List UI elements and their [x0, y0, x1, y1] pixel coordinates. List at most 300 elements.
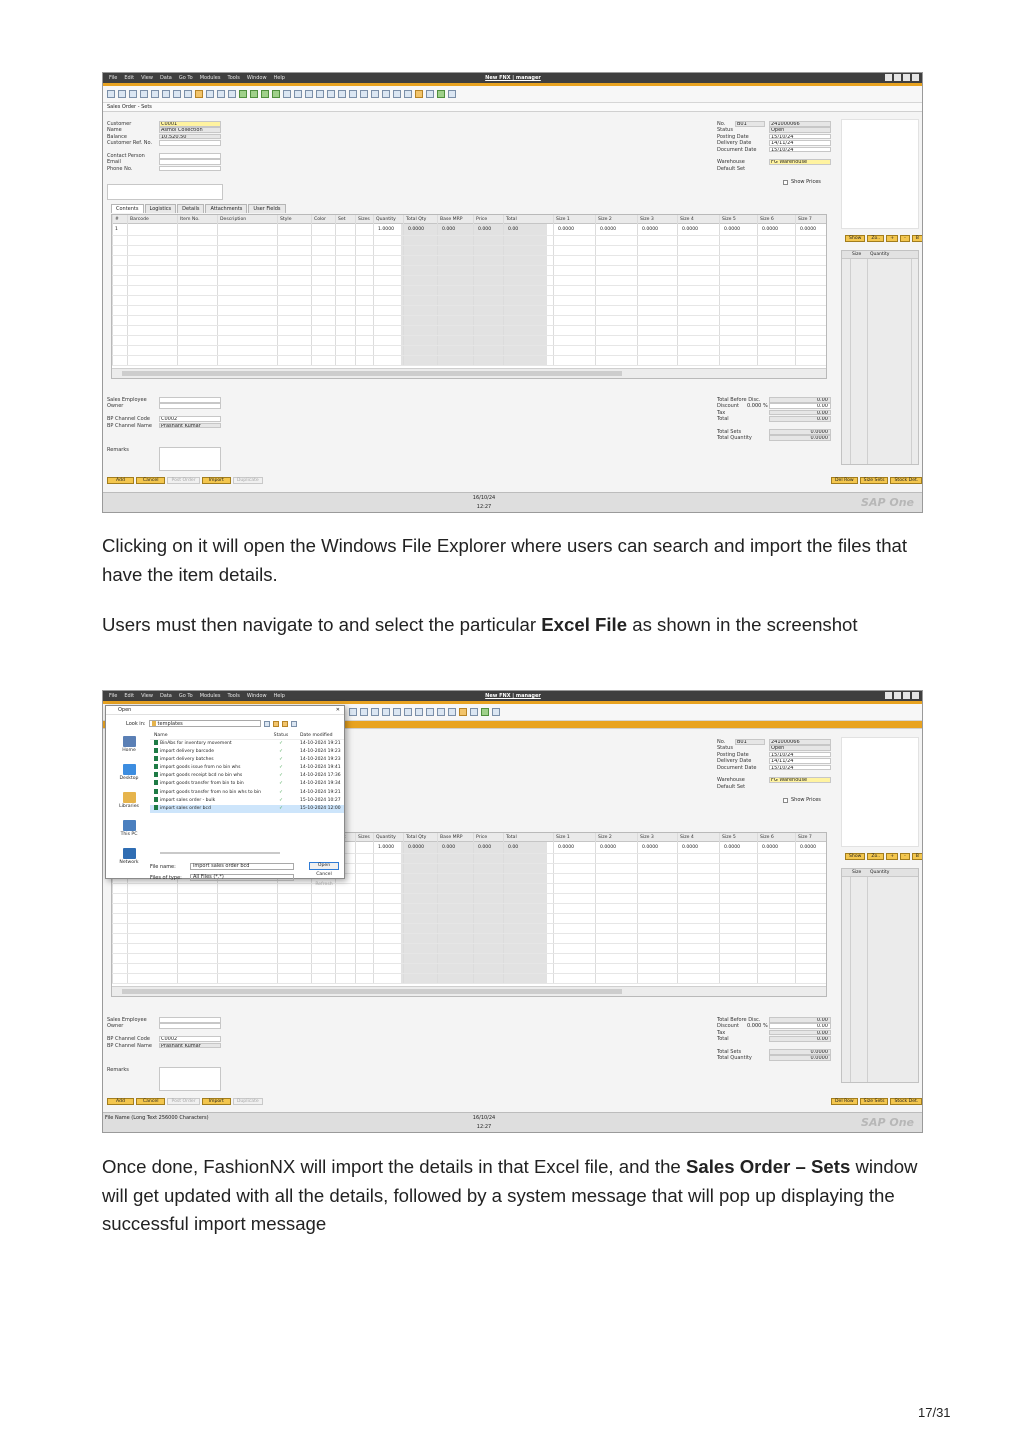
grid-cell[interactable]: 0.0000: [762, 227, 779, 232]
view-menu-icon[interactable]: [291, 721, 297, 727]
remarks-field[interactable]: [159, 1067, 221, 1091]
grid-cell[interactable]: 0.000: [442, 845, 456, 850]
grid-column-header[interactable]: Size 7: [798, 217, 812, 222]
minus-button[interactable]: -: [900, 235, 910, 242]
close-icon[interactable]: [912, 74, 919, 81]
grid-cell[interactable]: 1.0000: [378, 227, 395, 232]
delivery-date-field[interactable]: 14/11/24: [769, 758, 831, 764]
discount-field[interactable]: 0.00: [769, 1023, 831, 1029]
del-row-button[interactable]: Del Row: [831, 477, 858, 484]
grid-row-line: [112, 255, 826, 256]
grid-row-line: [112, 285, 826, 286]
document-date-field[interactable]: 15/10/24: [769, 765, 831, 771]
tab-details[interactable]: Details: [177, 204, 204, 213]
target-document-icon[interactable]: [316, 90, 324, 98]
grid-column-header[interactable]: Size 1: [556, 835, 570, 840]
grid-column-header[interactable]: Set: [338, 217, 346, 222]
file-date: 14-10-2024 19:34: [300, 781, 341, 787]
grid-column-header[interactable]: Base MRP: [440, 835, 463, 840]
grid-cell[interactable]: 0.0000: [724, 845, 741, 850]
contents-grid[interactable]: [111, 214, 827, 379]
help-icon[interactable]: [481, 708, 489, 716]
dialog-close-icon[interactable]: ✕: [335, 707, 340, 713]
grid-column-divider: [127, 215, 128, 366]
grid-cell[interactable]: 0.000: [442, 227, 456, 232]
paragraph-2-text: Users must then navigate to and select the particular: [102, 614, 542, 635]
grid-column-header[interactable]: Total: [506, 835, 517, 840]
grid-cell[interactable]: 0.0000: [558, 845, 575, 850]
minus-button[interactable]: -: [900, 853, 910, 860]
calculator-icon[interactable]: [382, 90, 390, 98]
add-button[interactable]: Add: [107, 477, 134, 484]
menu-file-2[interactable]: File: [109, 693, 118, 699]
paragraph-2-tail: as shown in the screenshot: [627, 614, 858, 635]
menu-edit-2[interactable]: Edit: [124, 693, 135, 699]
calculator-icon[interactable]: [426, 708, 434, 716]
form-settings-icon[interactable]: [371, 90, 379, 98]
menu-goto[interactable]: Go To: [178, 75, 193, 81]
paragraph-2: [102, 611, 924, 640]
file-date: 14-10-2024 19:41: [300, 765, 341, 771]
menu-modules[interactable]: Modules: [199, 75, 221, 81]
grid-cell[interactable]: 0.0000: [682, 845, 699, 850]
print-preview-icon[interactable]: [107, 90, 115, 98]
owner-label: Owner: [107, 403, 124, 410]
paste-icon[interactable]: [184, 90, 192, 98]
grid-horizontal-scrollbar[interactable]: [112, 368, 826, 378]
grid-column-header[interactable]: Size 3: [640, 835, 654, 840]
places-bar: [110, 734, 148, 874]
grid-column-header[interactable]: Size 4: [680, 217, 694, 222]
add-icon[interactable]: [228, 90, 236, 98]
warehouse-select[interactable]: FG Warehouse: [769, 159, 831, 165]
menu-tools-2[interactable]: Tools: [227, 693, 240, 699]
grid-row-line: [112, 913, 826, 914]
menu-help[interactable]: Help: [273, 75, 285, 81]
show-prices-checkbox[interactable]: [783, 798, 788, 803]
show-button[interactable]: Show: [845, 235, 865, 242]
user-icon[interactable]: [459, 708, 467, 716]
grid-column-header[interactable]: Size 5: [722, 835, 736, 840]
grid-cell[interactable]: 0.0000: [724, 227, 741, 232]
warehouse-select[interactable]: FG Warehouse: [769, 777, 831, 783]
stock-det-button[interactable]: Stock Det.: [890, 1098, 922, 1105]
grid-column-header[interactable]: Sizes: [358, 835, 370, 840]
tax-field: 0.00: [769, 410, 831, 416]
place-home[interactable]: [110, 736, 148, 762]
quantity-header: Quantity: [870, 870, 890, 875]
menu-tools[interactable]: Tools: [227, 75, 240, 81]
cancel-button[interactable]: Cancel: [136, 1098, 166, 1105]
file-name: [150, 748, 262, 756]
back-icon[interactable]: [264, 721, 270, 727]
help-icon[interactable]: [437, 90, 445, 98]
series-field[interactable]: B01: [735, 121, 765, 127]
grid-column-header[interactable]: Sizes: [358, 217, 370, 222]
next-record-icon[interactable]: [261, 90, 269, 98]
close-icon[interactable]: [912, 692, 919, 699]
place-this-pc-label: This PC: [120, 832, 138, 837]
sales-employee-select[interactable]: [159, 397, 221, 403]
size-sets-button[interactable]: Size Sets: [860, 477, 889, 484]
discount-pct[interactable]: 0.000: [747, 403, 762, 410]
form-settings-icon[interactable]: [415, 708, 423, 716]
menu-view-2[interactable]: View: [141, 693, 153, 699]
grid-side-buttons-2: [845, 853, 923, 860]
grid-column-header[interactable]: Description: [220, 217, 247, 222]
excel-file-icon: [154, 764, 158, 769]
remarks-area-2: [107, 1067, 159, 1073]
target-document-icon[interactable]: [360, 708, 368, 716]
show-prices-label: Show Prices: [791, 796, 821, 803]
new-folder-icon[interactable]: [282, 721, 288, 727]
grid-column-divider: [473, 215, 474, 366]
excel-file-icon: [154, 789, 158, 794]
delivery-date-field[interactable]: 14/11/24: [769, 140, 831, 146]
file-row[interactable]: [150, 740, 344, 748]
calendar-icon[interactable]: [393, 90, 401, 98]
delivery-date-label: Delivery Date: [717, 758, 752, 765]
excel-file-icon: [154, 740, 158, 745]
grid-cell[interactable]: 0.0000: [408, 845, 425, 850]
grid-column-header[interactable]: Total Qty: [406, 835, 427, 840]
sales-employee-select[interactable]: [159, 1017, 221, 1023]
grid-cell[interactable]: 1.0000: [378, 845, 395, 850]
grid-column-header[interactable]: #: [115, 217, 119, 222]
tab-attachments[interactable]: Attachments: [205, 204, 247, 213]
file-row[interactable]: [150, 748, 344, 756]
file-date: 15-10-2024 10:27: [300, 797, 341, 803]
total-quantity-label: Total Quantity: [717, 435, 752, 442]
file-name: [150, 780, 262, 788]
maximize-icon[interactable]: [903, 692, 910, 699]
file-name-label: File name:: [150, 863, 176, 870]
grid-cell[interactable]: 0.0000: [600, 227, 617, 232]
refresh-icon[interactable]: [206, 90, 214, 98]
paragraph-3-text: Once done, FashionNX will import the details in that Excel file, and the: [102, 1156, 686, 1177]
b-button[interactable]: B: [912, 853, 923, 860]
grid-cell[interactable]: 0.0000: [642, 845, 659, 850]
file-row[interactable]: [150, 764, 344, 772]
grid-column-header[interactable]: Size 2: [598, 835, 612, 840]
grid-cell[interactable]: 0.000: [478, 227, 492, 232]
journal-icon[interactable]: [393, 708, 401, 716]
grid-row-line: [112, 275, 826, 276]
extra-text-box[interactable]: [107, 184, 223, 200]
scrollbar-thumb[interactable]: [122, 371, 622, 376]
place-libraries[interactable]: [110, 792, 148, 818]
grid-row-line: [112, 265, 826, 266]
cancel-dialog-button[interactable]: Cancel: [316, 872, 332, 877]
menu-data[interactable]: Data: [159, 75, 172, 81]
grid-column-header[interactable]: Quantity: [376, 217, 396, 222]
grid-cell[interactable]: 0.0000: [682, 227, 699, 232]
grid-row-line: [112, 325, 826, 326]
email-field[interactable]: [159, 159, 221, 165]
document-icon[interactable]: [151, 90, 159, 98]
grid-row-line: [112, 345, 826, 346]
phone-label: Phone No.: [107, 165, 133, 172]
total-before-disc-label: Total Before Disc.: [717, 397, 761, 403]
gross-profit-icon[interactable]: [371, 708, 379, 716]
binoculars-icon[interactable]: [217, 90, 225, 98]
file-name-text: import delivery barcode: [160, 749, 215, 755]
home-icon: [123, 736, 136, 747]
dialog-title: Open: [118, 707, 132, 713]
open-file-dialog: [105, 705, 345, 887]
grid-row-line: [112, 315, 826, 316]
status-column-header[interactable]: Status: [273, 733, 289, 738]
grid-cell[interactable]: 0.0000: [762, 845, 779, 850]
grid-column-divider: [677, 833, 678, 984]
grid-cell[interactable]: 1: [115, 227, 118, 232]
minimize-icon[interactable]: [894, 692, 901, 699]
paragraph-1: Clicking on it will open the Windows File Explorer where users can search and import the files that have the item details.: [102, 535, 908, 585]
name-column-header[interactable]: Name: [154, 733, 168, 738]
posting-date-field[interactable]: 15/10/24: [769, 752, 831, 758]
grid-column-divider: [403, 833, 404, 984]
horizontal-scrollbar[interactable]: [160, 852, 280, 854]
folder-icon: [152, 721, 156, 726]
grid-column-divider: [277, 215, 278, 366]
grid-cell[interactable]: 0.0000: [642, 227, 659, 232]
doc-number-field[interactable]: 241000066: [769, 121, 831, 127]
name-field[interactable]: Asmol Collection: [159, 127, 221, 133]
series-field[interactable]: B01: [735, 739, 765, 745]
menu-modules-2[interactable]: Modules: [199, 693, 221, 699]
menu-window-2[interactable]: Window: [246, 693, 267, 699]
copy-icon[interactable]: [173, 90, 181, 98]
owner-select[interactable]: [159, 403, 221, 409]
sort-icon[interactable]: [294, 90, 302, 98]
document-date-field[interactable]: 15/10/24: [769, 147, 831, 153]
menu-file[interactable]: File: [109, 75, 118, 81]
grid-column-header[interactable]: Size 5: [722, 217, 736, 222]
edit-icon[interactable]: [404, 708, 412, 716]
contact-person-field[interactable]: [159, 153, 221, 159]
excel-file-icon: [154, 780, 158, 785]
menu-view[interactable]: View: [141, 75, 153, 81]
plus-button[interactable]: +: [886, 235, 898, 242]
menu-goto-2[interactable]: Go To: [178, 693, 193, 699]
phone-field[interactable]: [159, 166, 221, 172]
cancel-button[interactable]: Cancel: [136, 477, 166, 484]
grid-cell[interactable]: 0.0000: [800, 845, 817, 850]
grid-column-header[interactable]: Total: [506, 217, 517, 222]
grid-column-header[interactable]: Style: [280, 217, 292, 222]
journal-icon[interactable]: [349, 90, 357, 98]
base-document-icon[interactable]: [305, 90, 313, 98]
bp-channel-code-field[interactable]: C0002: [159, 1036, 221, 1042]
menu-edit[interactable]: Edit: [124, 75, 135, 81]
edit-icon[interactable]: [360, 90, 368, 98]
file-list: [150, 732, 344, 844]
grid-cell[interactable]: 0.0000: [408, 227, 425, 232]
show-prices-label: Show Prices: [791, 178, 821, 185]
last-record-icon[interactable]: [272, 90, 280, 98]
customer-ref-field[interactable]: [159, 140, 221, 146]
place-desktop[interactable]: [110, 764, 148, 790]
grid-column-header[interactable]: Size 7: [798, 835, 812, 840]
import-button[interactable]: Import: [202, 477, 231, 484]
refresh-button[interactable]: Refresh: [315, 882, 333, 887]
payment-icon[interactable]: [382, 708, 390, 716]
open-button[interactable]: Open: [309, 862, 339, 870]
size-sets-button[interactable]: Size Sets: [860, 1098, 889, 1105]
tab-logistics[interactable]: Logistics: [145, 204, 177, 213]
grid-column-header[interactable]: Base MRP: [440, 217, 463, 222]
file-name: [150, 797, 262, 805]
grid-icon[interactable]: [448, 708, 456, 716]
previous-record-icon[interactable]: [250, 90, 258, 98]
grid-column-divider: [112, 215, 113, 366]
grid-column-header[interactable]: Quantity: [376, 835, 396, 840]
look-in-select[interactable]: [149, 720, 261, 727]
del-row-button[interactable]: Del Row: [831, 1098, 858, 1105]
duplicate-button[interactable]: Duplicate: [233, 477, 263, 484]
posting-date-field[interactable]: 15/10/24: [769, 134, 831, 140]
import-button[interactable]: Import: [202, 1098, 231, 1105]
filter-icon[interactable]: [283, 90, 291, 98]
grid-column-header[interactable]: Item No.: [180, 217, 200, 222]
tab-user-fields[interactable]: User Fields: [248, 204, 285, 213]
up-folder-icon[interactable]: [273, 721, 279, 727]
discount-pct-sign: %: [763, 403, 768, 410]
grid-cell[interactable]: 0.0000: [558, 227, 575, 232]
add-button[interactable]: Add: [107, 1098, 134, 1105]
window-controls-2: [885, 692, 919, 699]
grid-row-line: [112, 305, 826, 306]
minimize-icon[interactable]: [894, 74, 901, 81]
show-button[interactable]: Show: [845, 853, 865, 860]
status-label: Status: [717, 745, 733, 752]
tree-icon[interactable]: [426, 90, 434, 98]
grid-column-header[interactable]: Price: [476, 217, 488, 222]
payment-icon[interactable]: [338, 90, 346, 98]
sync-status-icon: ✓: [279, 741, 283, 746]
date-column-header[interactable]: Date modified: [300, 733, 333, 738]
zoom-button[interactable]: Zo..: [867, 853, 884, 860]
grid-column-header[interactable]: Price: [476, 835, 488, 840]
b-button[interactable]: B: [912, 235, 923, 242]
file-row[interactable]: [150, 805, 344, 813]
file-row[interactable]: [150, 780, 344, 788]
grid-icon[interactable]: [404, 90, 412, 98]
menu-help-2[interactable]: Help: [273, 693, 285, 699]
upload-icon[interactable]: [195, 90, 203, 98]
place-network-label: Network: [119, 860, 139, 865]
export-icon[interactable]: [140, 90, 148, 98]
restore-icon[interactable]: [885, 692, 892, 699]
tree-icon[interactable]: [470, 708, 478, 716]
message-icon[interactable]: [448, 90, 456, 98]
grid-cell[interactable]: 0.0000: [800, 227, 817, 232]
post-order-button[interactable]: Post Order: [167, 1098, 199, 1105]
grid-column-header[interactable]: Color: [314, 217, 326, 222]
file-row[interactable]: [150, 797, 344, 805]
maximize-icon[interactable]: [903, 74, 910, 81]
base-document-icon[interactable]: [349, 708, 357, 716]
grid-column-header[interactable]: Size 1: [556, 217, 570, 222]
file-name: [150, 789, 262, 797]
post-order-button[interactable]: Post Order: [167, 477, 199, 484]
grid-column-header[interactable]: Size 2: [598, 217, 612, 222]
file-name-input[interactable]: import sales order bcd: [190, 863, 294, 870]
grid-cell[interactable]: 0.00: [508, 845, 519, 850]
grid-column-header[interactable]: Size 6: [760, 835, 774, 840]
paragraph-3-bold: Sales Order – Sets: [685, 1156, 851, 1177]
grid-cell[interactable]: 0.0000: [600, 845, 617, 850]
grid-column-header[interactable]: Size 4: [680, 835, 694, 840]
menu-data-2[interactable]: Data: [159, 693, 172, 699]
first-record-icon[interactable]: [239, 90, 247, 98]
grid-horizontal-scrollbar[interactable]: [112, 986, 826, 996]
desktop-icon: [123, 764, 136, 775]
grid-column-header[interactable]: Total Qty: [406, 217, 427, 222]
default-set-label: Default Set: [717, 783, 746, 790]
calendar-icon[interactable]: [437, 708, 445, 716]
grid-column-divider: [677, 215, 678, 366]
paragraph-3-tail: window will get updated with all the details, followed by a system message that will pop up displaying the successful import message: [102, 1156, 918, 1235]
message-icon[interactable]: [492, 708, 500, 716]
gross-profit-icon[interactable]: [327, 90, 335, 98]
place-this-pc[interactable]: [110, 820, 148, 846]
scrollbar-thumb[interactable]: [122, 989, 622, 994]
remarks-field[interactable]: [159, 447, 221, 471]
grid-column-divider: [553, 833, 554, 984]
zoom-button[interactable]: Zo..: [867, 235, 884, 242]
file-type-select[interactable]: All Files (*.*): [190, 874, 294, 881]
doc-number-field[interactable]: 241000066: [769, 739, 831, 745]
file-row[interactable]: [150, 756, 344, 764]
stock-det-button[interactable]: Stock Det.: [890, 477, 922, 484]
open-dialog-screenshot: [102, 690, 923, 1133]
place-network[interactable]: [110, 848, 148, 874]
duplicate-button[interactable]: Duplicate: [233, 1098, 263, 1105]
bottom-buttons: [107, 477, 263, 484]
sync-status-icon: ✓: [279, 789, 283, 795]
grid-column-header[interactable]: Size 3: [640, 217, 654, 222]
user-icon[interactable]: [415, 90, 423, 98]
restore-icon[interactable]: [885, 74, 892, 81]
file-row[interactable]: [150, 772, 344, 780]
owner-select[interactable]: [159, 1023, 221, 1029]
find-icon[interactable]: [162, 90, 170, 98]
grid-column-header[interactable]: Barcode: [130, 217, 149, 222]
bp-channel-code-label: BP Channel Code: [107, 1036, 150, 1043]
customer-ref-label: Customer Ref. No.: [107, 140, 153, 147]
file-row[interactable]: [150, 789, 344, 797]
grid-column-header[interactable]: Size 6: [760, 217, 774, 222]
print-icon[interactable]: [118, 90, 126, 98]
bp-channel-code-field[interactable]: C0002: [159, 416, 221, 422]
no-label: No.: [717, 121, 726, 127]
grid-cell[interactable]: 0.000: [478, 845, 492, 850]
place-desktop-label: Desktop: [119, 776, 139, 781]
menu-window[interactable]: Window: [246, 75, 267, 81]
grid-row-line: [112, 295, 826, 296]
tab-contents[interactable]: Contents: [111, 204, 144, 213]
discount-pct[interactable]: 0.000: [747, 1023, 762, 1030]
plus-button[interactable]: +: [886, 853, 898, 860]
customer-field[interactable]: C0001: [159, 121, 221, 127]
show-prices-checkbox[interactable]: [783, 180, 788, 185]
grid-cell[interactable]: 0.00: [508, 227, 519, 232]
email-icon[interactable]: [129, 90, 137, 98]
discount-field[interactable]: 0.00: [769, 403, 831, 409]
quantity-header: Quantity: [870, 252, 890, 257]
discount-label: Discount: [717, 403, 739, 410]
